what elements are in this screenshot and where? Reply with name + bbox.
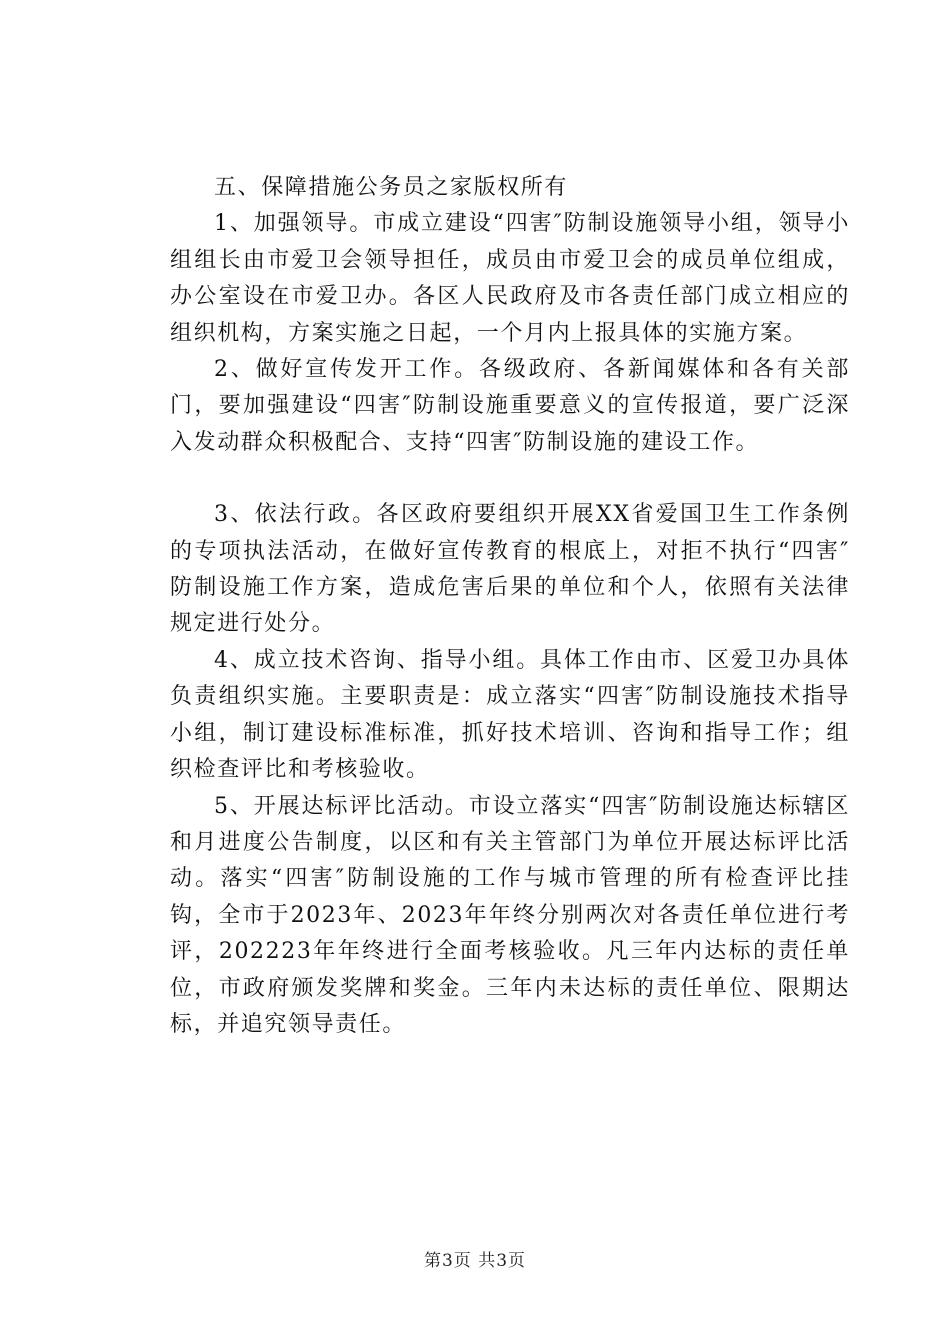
paragraph-technical-group: 4、成立技术咨询、指导小组。具体工作由市、区爱卫办具体负责组织实施。主要职责是：成立落实“四害″防制设施技术指导小组，制订建设标准标准，抓好技术培训、咨询和指导工作；组织检查评比和考核验收。 bbox=[170, 647, 850, 783]
document-body bbox=[170, 170, 850, 1043]
section-heading: 五、保障措施公务员之家版权所有 bbox=[214, 175, 569, 200]
paragraph-gap bbox=[170, 461, 850, 497]
paragraph-law-enforcement: 3、依法行政。各区政府要组织开展XX省爱国卫生工作条例的专项执法活动，在做好宣传教育的根底上，对拒不执行“四害″防制设施工作方案，造成危害后果的单位和个人，依照有关法律规定进行处分。 bbox=[170, 502, 850, 637]
paragraph-leadership: 1、加强领导。市成立建设“四害″防制设施领导小组，领导小组组长由市爱卫会领导担任，成员由市爱卫会的成员单位组成，办公室设在市爱卫办。各区人民政府及市各责任部门成立相应的组织机构，方案实施之日起，一个月内上报具体的实施方案。 bbox=[170, 211, 850, 346]
paragraph-evaluation: 5、开展达标评比活动。市设立落实“四害″防制设施达标辖区和月进度公告制度，以区和有关主管部门为单位开展达标评比活动。落实“四害″防制设施的工作与城市管理的所有检查评比挂钩，全市于2023年、2023年年终分别两次对各责任单位进行考评，202223年年终进行全面考核验收。凡三年内达标的责任单位，市政府颁发奖牌和奖金。三年内未达标的责任单位、限期达标，并追究领导责任。 bbox=[170, 793, 850, 1037]
page-number-footer: 第3页 共3页 bbox=[423, 1251, 527, 1271]
paragraph-publicity: 2、做好宣传发开工作。各级政府、各新闻媒体和各有关部门，要加强建设“四害″防制设施重要意义的宣传报道，要广泛深入发动群众积极配合、支持“四害″防制设施的建设工作。 bbox=[170, 357, 850, 455]
